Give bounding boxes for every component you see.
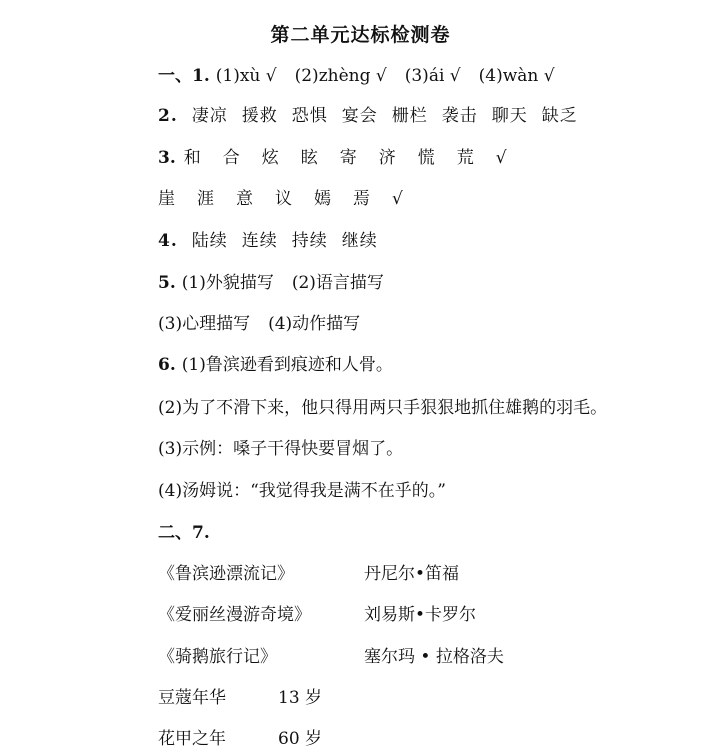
age-value: 60 岁: [278, 729, 323, 749]
q5-item: (4)动作描写: [268, 314, 361, 334]
book-title: 《爱丽丝漫游奇境》: [158, 605, 311, 625]
q3-char: 眩: [300, 148, 318, 168]
q5-line-1: [158, 271, 384, 295]
book-author: 丹尼尔•笛福: [364, 564, 460, 584]
q3-line-2: [158, 187, 425, 211]
q3-check: √: [392, 189, 403, 209]
q5-label: 5.: [158, 273, 176, 293]
q4-word: 陆续: [191, 231, 228, 251]
q3-char: 嫣: [314, 189, 331, 209]
q2-line: [158, 104, 592, 128]
q6-line-4: (4)汤姆说：“我觉得我是满不在乎的。”: [158, 481, 446, 501]
q2-word: 援救: [241, 106, 278, 126]
q5-line-2: [158, 312, 360, 336]
q6-line-2: (2)为了不滑下来，他只得用两只手狠狠地抓住雄鹅的羽毛。: [158, 398, 608, 418]
q4-line: [158, 229, 392, 253]
q1-item: (1)xù √: [215, 66, 277, 86]
q2-word: 袭击: [441, 106, 478, 126]
book-author: 刘易斯•卡罗尔: [364, 605, 477, 625]
q3-check: √: [495, 148, 507, 168]
q2-label: 2.: [158, 106, 178, 126]
book-author: 塞尔玛 • 拉格洛夫: [364, 647, 504, 667]
q3-char: 荒: [456, 148, 474, 168]
q3-char: 合: [222, 148, 240, 168]
book-title: 《鲁滨逊漂流记》: [158, 564, 294, 584]
q2-word: 恐惧: [291, 106, 328, 126]
q5-item: (3)心理描写: [158, 314, 251, 334]
q3-char: 和: [183, 148, 201, 168]
q4-word: 持续: [291, 231, 328, 251]
q3-char: 济: [378, 148, 396, 168]
q6-label: 6.: [158, 355, 176, 375]
q2-word: 缺乏: [541, 106, 578, 126]
age-term: 花甲之年: [158, 729, 226, 749]
q3-char: 炫: [261, 148, 279, 168]
q3-char: 慌: [417, 148, 435, 168]
q4-word: 连续: [241, 231, 278, 251]
q3-char: 议: [275, 189, 292, 209]
book-title: 《骑鹅旅行记》: [158, 647, 277, 667]
q3-char: 崖: [158, 189, 175, 209]
q3-label: 3.: [158, 148, 176, 168]
q3-char: 意: [236, 189, 253, 209]
q2-word: 栅栏: [391, 106, 428, 126]
q3-line-1: [158, 146, 529, 170]
q1-line: [158, 64, 555, 88]
q3-char: 焉: [353, 189, 370, 209]
q1-item: (3)ái √: [404, 66, 461, 86]
q6-line-1: [158, 353, 393, 377]
q2-word: 宴会: [341, 106, 378, 126]
q2-word: 聊天: [491, 106, 528, 126]
age-term: 豆蔻年华: [158, 688, 226, 708]
q3-char: 涯: [197, 189, 214, 209]
part2-label: [158, 521, 216, 545]
q1-item: (4)wàn √: [478, 66, 555, 86]
q6-line-3: (3)示例：嗓子干得快要冒烟了。: [158, 439, 404, 459]
q5-item: (2)语言描写: [291, 273, 384, 293]
q6-answer: (1)鲁滨逊看到痕迹和人骨。: [181, 355, 393, 375]
part2-label-text: 二、7.: [158, 523, 210, 543]
age-value: 13 岁: [278, 688, 323, 708]
q3-char: 寄: [339, 148, 357, 168]
page-title: 第二单元达标检测卷: [270, 24, 451, 46]
q1-item: (2)zhèng √: [294, 66, 387, 86]
q4-label: 4.: [158, 231, 178, 251]
q1-label: 一、1.: [158, 66, 210, 86]
q2-word: 凄凉: [191, 106, 228, 126]
q5-item: (1)外貌描写: [181, 273, 274, 293]
q4-word: 继续: [341, 231, 378, 251]
